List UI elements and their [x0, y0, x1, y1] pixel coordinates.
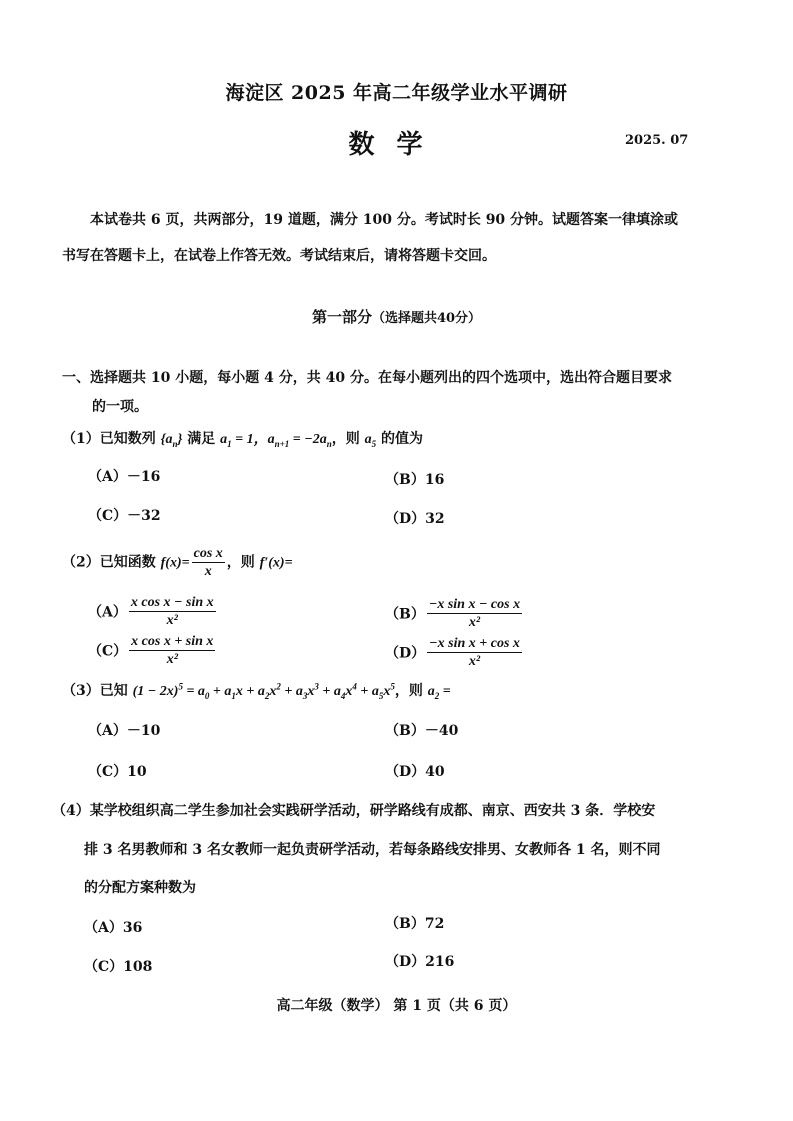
exam-title: 海淀区 2025 年高二年级学业水平调研 [225, 82, 568, 104]
q1-option-b: （B）16 [385, 472, 445, 488]
instructions-line-1: 本试卷共 6 页，共两部分，19 道题，满分 100 分。考试时长 90 分钟。试题答案一律填涂或 [90, 212, 679, 228]
q3-option-b: （B）－40 [385, 723, 459, 739]
q4-option-d: （D）216 [385, 954, 455, 970]
part-1-note: （选择题共40分） [371, 311, 482, 326]
page-footer: 高二年级（数学） 第 1 页（共 6 页） [276, 998, 517, 1014]
instructions [62, 202, 742, 274]
q2-option-b: （B） $\frac{\text{−x sin x − cos x}}{\text{x²}}$ [385, 597, 521, 630]
part-1-heading [0, 306, 793, 327]
part-1-title: 第一部分 [311, 308, 372, 326]
section-1-line-1: 一、选择题共 10 小题，每小题 4 分，共 40 分。在每小题列出的四个选项中，选出符合题目要求 [62, 370, 672, 386]
question-3-stem: （3）已知 $(1 - 2x)^5 = a_0 + a_1x + a_2x^2 + a_3x^3 + a_4x^4 + a_5x^5$，则 $a_2$ = [62, 681, 451, 701]
question-4-line-2: 排 3 名男教师和 3 名女教师一起负责研学活动，若每条路线安排男、女教师各 1 名，则不同 [84, 842, 661, 858]
question-2-stem: （2）已知函数 f(x)= $\frac{\text{cos x}}{x}$ ，则 f′(x)= [62, 546, 293, 579]
q1-option-c: （C）－32 [88, 508, 161, 524]
question-1-stem: （1）已知数列 $\{a_n\}$ 满足 $a_1 = 1$，$a_{n+1} = -2a_n$，则 $a_5$ 的值为 [62, 431, 423, 449]
q3-expansion: $(1 - 2x)^5 = a_0 + a_1x + a_2x^2 + a_3x^3 + a_4x^4 + a_5x^5$ [132, 681, 395, 701]
q3-option-d: （D）40 [385, 764, 445, 780]
question-4-line-1: （4）某学校组织高二学生参加社会实践研学活动，研学路线有成都、南京、西安共 3 条．学校安 [52, 803, 656, 819]
exam-date: 2025. 07 [625, 133, 689, 148]
q2-option-d: （D） $\frac{\text{−x sin x + cos x}}{\text{x²}}$ [385, 636, 520, 669]
q2-option-c: （C） $\frac{\text{x cos x + sin x}}{\text{x²}}$ [88, 634, 214, 667]
q2-option-a: （A） $\frac{\text{x cos x − sin x}}{\text{x²}}$ [88, 595, 214, 628]
q3-option-c: （C）10 [88, 764, 147, 780]
q2-function-fraction: $\frac{\text{cos x}}{x}$ [193, 546, 223, 579]
question-2-number: （2） [62, 554, 100, 571]
subject-title: 数学 [348, 130, 445, 160]
q4-option-c: （C）108 [84, 959, 153, 975]
instructions-line-2: 书写在答题卡上，在试卷上作答无效。考试结束后，请将答题卡交回。 [62, 248, 496, 264]
question-4-line-3: 的分配方案种数为 [84, 880, 196, 896]
section-1-line-2: 的一项。 [92, 399, 148, 415]
q3-option-a: （A）－10 [88, 723, 161, 739]
q4-option-a: （A）36 [84, 920, 143, 936]
question-3-number: （3） [62, 683, 100, 699]
question-4-number: （4） [52, 803, 90, 819]
question-1-number: （1） [62, 431, 100, 447]
q1-option-a: （A）－16 [88, 469, 161, 485]
q4-option-b: （B）72 [385, 916, 445, 932]
q1-option-d: （D）32 [385, 511, 445, 527]
